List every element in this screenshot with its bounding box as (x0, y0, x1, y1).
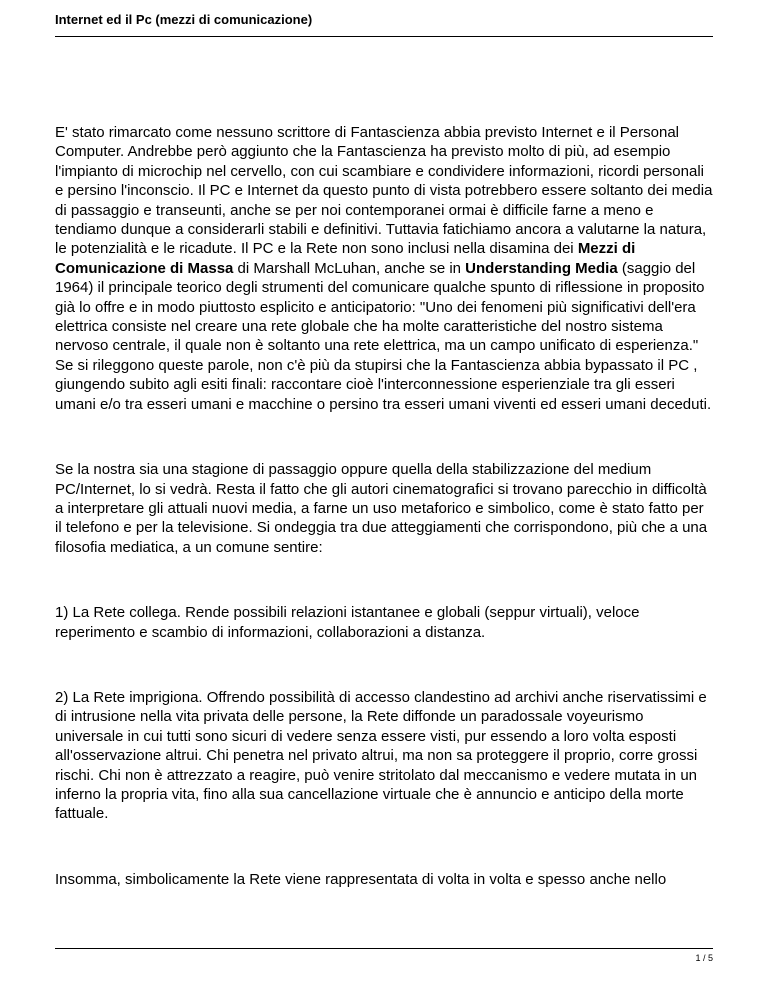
document-body (55, 123, 713, 935)
paragraph-text: (saggio del 1964) il principale teorico degli strumenti del comunicare qualche spunto di riflessione in proposito già lo offre e in modo piuttosto esplicito e anticipatorio: "Uno dei fenomeni più significativi dell'era elettrica consiste nel creare una rete globale che ha molte caratteristiche del nostro sistema nervoso centrale, il quale non è soltanto una rete elettrica, ma un campo unificato di esperienza." Se si rileggono queste parole, non c'è più da stupirsi che la Fantascienza abbia bypassato il PC , giungendo subito agli esiti finali: raccontare cioè l'interconnessione esperienziale tra gli esseri umani e/o tra esseri umani e macchine o persino tra esseri umani viventi ed esseri umani deceduti. (55, 259, 712, 413)
page-header (55, 12, 713, 37)
bold-term-understanding-media: Understanding Media (465, 259, 618, 277)
paragraph-text: E' stato rimarcato come nessuno scrittore di Fantascienza abbia previsto Internet e il Personal Computer. Andrebbe però aggiunto che la Fantascienza ha previsto molto di più, ad esempio l'impianto di microchip nel cervello, con cui scambiare e condividere informazioni, ricordi personali e persino l'inconscio. Il PC e Internet da questo punto di vista potrebbero essere soltanto dei media di passaggio e transeunti, anche se per noi contemporanei ormai è difficile farne a meno e tendiamo dunque a considerarli stabili e definitivi. Tuttavia fatichiamo ancora a valutarne la natura, le potenzialità e le ricadute. Il PC e la Rete non sono inclusi nella disamina dei (55, 124, 713, 258)
paragraph-text: di Marshall McLuhan, anche se in (233, 259, 466, 277)
page-number: 1 / 5 (695, 953, 713, 963)
footer-divider (55, 948, 713, 949)
paragraph-conclusion: Insomma, simbolicamente la Rete viene rappresentata di volta in volta e spesso anche nello (55, 870, 667, 888)
paragraph-point-two: 2) La Rete imprigiona. Offrendo possibilità di accesso clandestino ad archivi anche riservatissimi e di intrusione nella vita privata delle persone, la Rete diffonde un paradossale voyeurismo universale in cui tutti sono sicuri di vedere senza essere visti, pur essendo a loro volta esposti all'osservazione altrui. Chi penetra nel privato altrui, ma non sa proteggere il proprio, corre grossi rischi. Chi non è attrezzato a reagire, può venire stritolato dal meccanismo e vedere mutata in un inferno la propria vita, fino alla sua cancellazione virtuale che è annuncio e anticipo della morte fattuale. (55, 688, 707, 823)
paragraph-point-one: 1) La Rete collega. Rende possibili relazioni istantanee e globali (seppur virtuali), veloce reperimento e scambio di informazioni, collaborazioni a distanza. (55, 604, 640, 641)
bold-term-mass-media: Mezzi di Comunicazione di Massa (55, 240, 636, 277)
paragraph-mcluhan (55, 123, 713, 414)
paragraph-passage: Se la nostra sia una stagione di passaggio oppure quella della stabilizzazione del medium PC/Internet, lo si vedrà. Resta il fatto che gli autori cinematografici si trovano parecchio in difficoltà a interpretare gli attuali nuovi media, a farne un uso metaforico e simbolico, come è stato fatto per il telefono e per la televisione. Si ondeggia tra due atteggiamenti che corrispondono, più che a una filosofia mediatica, a un comune sentire: (55, 461, 708, 556)
document-title: Internet ed il Pc (mezzi di comunicazione) (55, 12, 313, 27)
